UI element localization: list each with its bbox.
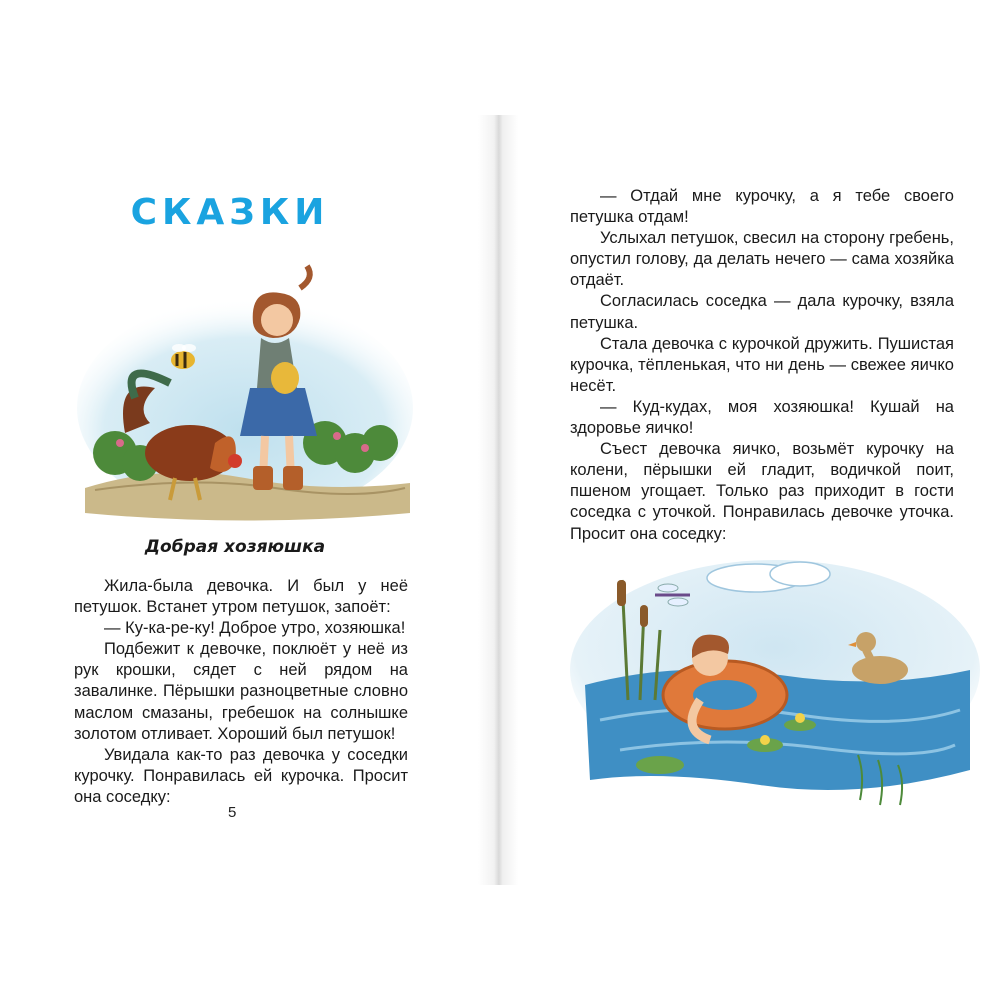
paragraph: Согласилась соседка — дала курочку, взяла петушка.: [570, 292, 954, 332]
paragraph: Съест девочка яичко, возьмёт курочку на колени, пёрышки ей гладит, водичкой поит, пшеном угощает. Только раз приходит в гости соседка с уточкой. Понравилась девочке уточка. Просит она соседку:: [570, 440, 954, 543]
bee: [171, 344, 196, 369]
paragraph: Услыхал петушок, свесил на сторону гребень, опустил голову, да делать нечего — сама хозяйка отдаёт.: [570, 229, 954, 290]
paragraph: Подбежит к девочке, поклюёт у неё из рук крошки, сядет с ней рядом на завалинке. Пёрышки разноцветные словно маслом смазаны, гребешок на солнышке золотом отливает. Хороший был петушок!: [74, 640, 408, 743]
page-number: 5: [228, 804, 237, 821]
section-title: СКАЗКИ: [130, 192, 330, 233]
book-gutter: [478, 115, 518, 885]
paragraph: — Отдай мне курочку, а я тебе своего петушка отдам!: [570, 187, 954, 227]
right-story-text: [570, 186, 954, 545]
story-title: Добрая хозяюшка: [144, 537, 326, 557]
paragraph: — Ку-ка-ре-ку! Доброе утро, хозяюшка!: [104, 619, 406, 638]
girl-swimming-with-duck-illustration: [560, 550, 980, 840]
paragraph: Стала девочка с курочкой дружить. Пушистая курочка, тёпленькая, что ни день — свежее яичко несёт.: [570, 334, 954, 395]
girl-with-rooster-illustration: [75, 238, 415, 526]
paragraph: — Куд-кудах, моя хозяюшка! Кушай на здоровье яичко!: [570, 397, 954, 438]
left-story-text: [74, 576, 408, 808]
paragraph: Увидала как-то раз девочка у соседки курочку. Понравилась ей курочка. Просит она соседку:: [74, 745, 408, 806]
paragraph: Жила-была девочка. И был у неё петушок. Встанет утром петушок, запоёт:: [74, 577, 408, 617]
